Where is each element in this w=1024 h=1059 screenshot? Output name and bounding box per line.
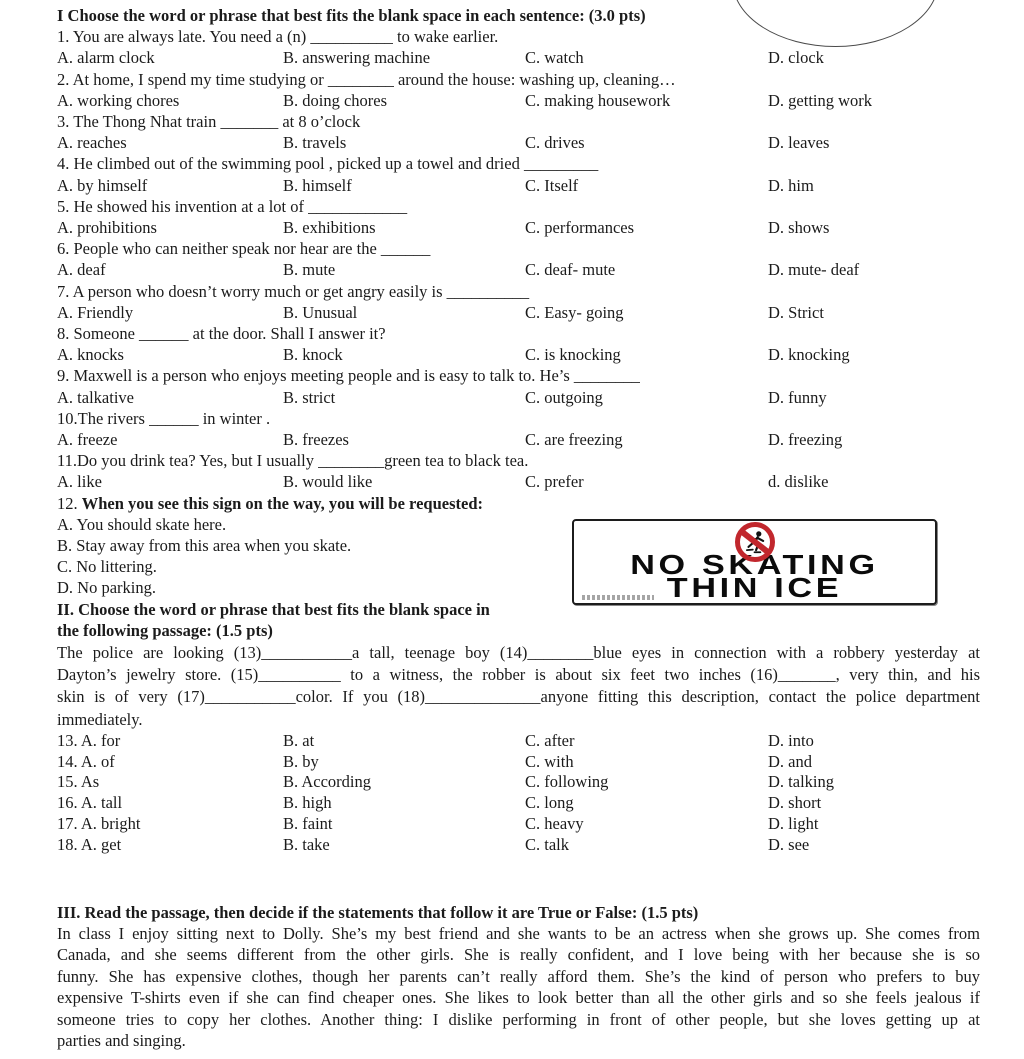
section-1 bbox=[57, 5, 980, 603]
option-a: A. reaches bbox=[57, 133, 127, 153]
question-line: 9. Maxwell is a person who enjoys meeting people and is easy to talk to. He’s ________ bbox=[57, 366, 640, 386]
option-d: D. short bbox=[768, 793, 822, 813]
passage-line: skin is of very (17)___________color. If you (18)______________anyone fitting this description, contact the police department bbox=[57, 687, 980, 707]
options-row bbox=[57, 259, 980, 280]
question-line: 2. At home, I spend my time studying or ________ around the house: washing up, cleaning… bbox=[57, 69, 676, 89]
question-line: 3. The Thong Nhat train _______ at 8 o’clock bbox=[57, 112, 361, 132]
option-c: C. Itself bbox=[525, 175, 579, 195]
question-12-choice-c: C. No littering. bbox=[57, 557, 157, 577]
option-b: B. faint bbox=[283, 814, 333, 834]
passage-line: funny. She has expensive clothes, though her parents can’t really afford them. She’s the kind of person who prefers to buy bbox=[57, 966, 980, 986]
option-c: C. following bbox=[525, 772, 609, 792]
option-a: A. freeze bbox=[57, 430, 118, 450]
option-d: D. funny bbox=[768, 387, 827, 407]
options-row bbox=[57, 387, 980, 408]
option-d: D. talking bbox=[768, 772, 834, 792]
question-12-choice-b: B. Stay away from this area when you skate. bbox=[57, 536, 352, 556]
options-row bbox=[57, 175, 980, 196]
option-c: C. is knocking bbox=[525, 345, 621, 365]
options-row bbox=[57, 47, 980, 68]
option-a: A. working chores bbox=[57, 90, 180, 110]
option-b: B. freezes bbox=[283, 430, 349, 450]
option-d: D. knocking bbox=[768, 345, 850, 365]
options-row bbox=[57, 471, 980, 492]
option-c: C. performances bbox=[525, 218, 635, 238]
options-row bbox=[57, 731, 980, 752]
passage-line: In class I enjoy sitting next to Dolly. She’s my best friend and she wants to be an actress when she grows up. She comes from bbox=[57, 924, 980, 944]
prohibition-symbol bbox=[735, 522, 775, 562]
options-row bbox=[57, 217, 980, 238]
option-c: C. with bbox=[525, 751, 574, 771]
option-a: 18. A. get bbox=[57, 834, 122, 854]
option-b: B. strict bbox=[283, 387, 336, 407]
option-d: D. light bbox=[768, 814, 819, 834]
passage-line: Canada, and she seems different from the other girls. She is really confident, and I love being with her because she is so bbox=[57, 945, 980, 965]
option-a: 15. As bbox=[57, 772, 100, 792]
options-row bbox=[57, 90, 980, 111]
section-3 bbox=[57, 902, 980, 1052]
question-line: 7. A person who doesn’t worry much or get angry easily is __________ bbox=[57, 281, 530, 301]
option-b: B. exhibitions bbox=[283, 218, 376, 238]
question-12-choice-d: D. No parking. bbox=[57, 578, 156, 598]
sign-line-2: THIN ICE bbox=[666, 572, 843, 603]
option-a: A. knocks bbox=[57, 345, 124, 365]
question-line: 5. He showed his invention at a lot of ____________ bbox=[57, 196, 408, 216]
option-b: B. would like bbox=[283, 472, 373, 492]
passage-line: someone tries to copy her clothes. Another thing: I dislike performing in front of other people, but she loves getting up at bbox=[57, 1009, 980, 1029]
question-line: 1. You are always late. You need a (n) __________ to wake earlier. bbox=[57, 27, 499, 47]
passage-line: parties and singing. bbox=[57, 1031, 186, 1051]
option-a: A. alarm clock bbox=[57, 48, 155, 68]
option-d: D. him bbox=[768, 175, 814, 195]
option-a: A. prohibitions bbox=[57, 218, 157, 238]
option-c: C. Easy- going bbox=[525, 302, 624, 322]
question-line: 6. People who can neither speak nor hear are the ______ bbox=[57, 239, 431, 259]
options-row bbox=[57, 429, 980, 450]
option-d: D. freezing bbox=[768, 430, 843, 450]
option-b: B. According bbox=[283, 772, 371, 792]
question-12-line bbox=[57, 493, 980, 514]
option-a: A. talkative bbox=[57, 387, 134, 407]
options-row bbox=[57, 344, 980, 365]
question-12-choice-a: A. You should skate here. bbox=[57, 514, 227, 534]
no-skating-sign bbox=[572, 519, 937, 605]
section-2-heading bbox=[57, 599, 980, 642]
option-d: D. and bbox=[768, 751, 812, 771]
option-a: 13. A. for bbox=[57, 730, 121, 750]
passage-line: The police are looking (13)___________a tall, teenage boy (14)________blue eyes in connection with a robbery yesterday at bbox=[57, 642, 980, 662]
option-d: D. Strict bbox=[768, 302, 824, 322]
options-row bbox=[57, 835, 980, 856]
option-b: B. high bbox=[283, 793, 332, 813]
option-b: B. knock bbox=[283, 345, 343, 365]
option-d: D. leaves bbox=[768, 133, 830, 153]
option-c: C. after bbox=[525, 730, 575, 750]
options-row bbox=[57, 814, 980, 835]
option-d: D. into bbox=[768, 730, 814, 750]
option-d: D. see bbox=[768, 834, 810, 854]
option-a: 16. A. tall bbox=[57, 793, 123, 813]
option-a: 17. A. bright bbox=[57, 814, 141, 834]
option-a: A. deaf bbox=[57, 260, 106, 280]
option-b: B. travels bbox=[283, 133, 347, 153]
option-b: B. by bbox=[283, 751, 319, 771]
passage-line: expensive T-shirts even if she can find cheaper ones. She likes to look better than all the other girls and so she feels jealous if bbox=[57, 988, 980, 1008]
option-a: A. like bbox=[57, 472, 102, 492]
section-1-heading: I Choose the word or phrase that best fits the blank space in each sentence: (3.0 pts) bbox=[57, 6, 646, 25]
question-12-number: 12. bbox=[57, 493, 78, 513]
option-c: C. outgoing bbox=[525, 387, 603, 407]
option-a: A. by himself bbox=[57, 175, 148, 195]
options-row bbox=[57, 793, 980, 814]
option-c: C. talk bbox=[525, 834, 569, 854]
option-c: C. prefer bbox=[525, 472, 584, 492]
question-line: 10.The rivers ______ in winter . bbox=[57, 408, 271, 428]
option-c: C. deaf- mute bbox=[525, 260, 616, 280]
option-d: d. dislike bbox=[768, 472, 829, 492]
option-d: D. getting work bbox=[768, 90, 873, 110]
option-b: B. take bbox=[283, 834, 330, 854]
option-d: D. shows bbox=[768, 218, 830, 238]
option-c: C. drives bbox=[525, 133, 585, 153]
question-12-prompt: When you see this sign on the way, you will be requested: bbox=[81, 493, 483, 513]
option-c: C. are freezing bbox=[525, 430, 623, 450]
options-row bbox=[57, 302, 980, 323]
option-b: B. mute bbox=[283, 260, 336, 280]
option-d: D. mute- deaf bbox=[768, 260, 860, 280]
option-b: B. himself bbox=[283, 175, 352, 195]
option-c: C. heavy bbox=[525, 814, 584, 834]
sign-line-1: NO SKATING bbox=[630, 549, 879, 580]
question-line: 11.Do you drink tea? Yes, but I usually ________green tea to black tea. bbox=[57, 451, 529, 471]
section-2-passage bbox=[57, 642, 980, 731]
option-a: A. Friendly bbox=[57, 302, 134, 322]
section-2-heading-line2: the following passage: (1.5 pts) bbox=[57, 621, 273, 641]
options-row bbox=[57, 772, 980, 793]
passage-line: immediately. bbox=[57, 709, 143, 729]
option-c: C. long bbox=[525, 793, 574, 813]
option-c: C. watch bbox=[525, 48, 584, 68]
section-3-heading: III. Read the passage, then decide if the statements that follow it are True or False: (1.5 pts) bbox=[57, 902, 699, 922]
passage-line: Dayton’s jewelry store. (15)__________ to a witness, the robber is about six feet two inches (16)_______, very thin, and his bbox=[57, 664, 980, 684]
options-row bbox=[57, 132, 980, 153]
option-c: C. making housework bbox=[525, 90, 671, 110]
option-b: B. answering machine bbox=[283, 48, 431, 68]
option-b: B. doing chores bbox=[283, 90, 388, 110]
option-d: D. clock bbox=[768, 48, 824, 68]
option-b: B. at bbox=[283, 730, 315, 750]
section-2-questions bbox=[57, 731, 980, 856]
question-line: 8. Someone ______ at the door. Shall I answer it? bbox=[57, 324, 386, 344]
option-b: B. Unusual bbox=[283, 302, 358, 322]
section-2-heading-line1: II. Choose the word or phrase that best fits the blank space in bbox=[57, 599, 490, 619]
option-a: 14. A. of bbox=[57, 751, 115, 771]
question-line: 4. He climbed out of the swimming pool , picked up a towel and dried _________ bbox=[57, 154, 599, 174]
options-row bbox=[57, 752, 980, 773]
